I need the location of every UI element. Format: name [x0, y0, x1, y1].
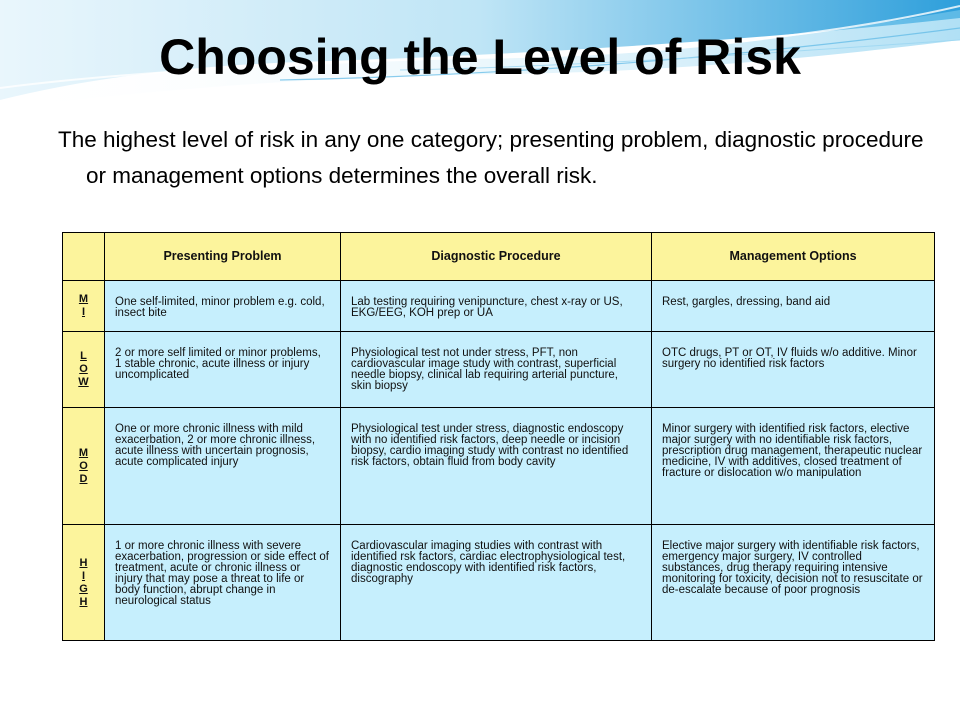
table-row — [63, 408, 935, 525]
level-label-high: H I G H — [63, 525, 105, 641]
diagnostic-procedure-cell: Physiological test not under stress, PFT, non cardiovascular image study with contrast, superficial needle biopsy, clinical lab requiring arterial puncture, skin biopsy — [341, 332, 652, 408]
level-label-minimal: M I — [63, 281, 105, 332]
header-diagnostic-procedure: Diagnostic Procedure — [341, 233, 652, 281]
diagnostic-procedure-cell: Physiological test under stress, diagnostic endoscopy with no identified risk factors, deep needle or incision biopsy, cardio imaging study with contrast no identified risk factors, obtain fluid from body cavity — [341, 408, 652, 525]
header-management-options: Management Options — [652, 233, 935, 281]
level-label-low: L O W — [63, 332, 105, 408]
presenting-problem-cell: 1 or more chronic illness with severe exacerbation, progression or side effect of treatment, acute or chronic illness or injury that may pose a threat to life or body function, abrupt change in neurological status — [105, 525, 341, 641]
slide-title: Choosing the Level of Risk — [159, 29, 801, 85]
risk-level-table — [62, 232, 935, 641]
diagnostic-procedure-cell: Lab testing requiring venipuncture, chest x-ray or US, EKG/EEG, KOH prep or UA — [341, 281, 652, 332]
diagnostic-procedure-cell: Cardiovascular imaging studies with contrast with identified rsk factors, cardiac electrophysiological test, diagnostic endoscopy with identified risk factors, discography — [341, 525, 652, 641]
level-label-moderate: M O D — [63, 408, 105, 525]
header-corner-cell — [63, 233, 105, 281]
presenting-problem-cell: One or more chronic illness with mild exacerbation, 2 or more chronic illness, acute illness with uncertain prognosis, acute complicated injury — [105, 408, 341, 525]
table-row — [63, 525, 935, 641]
presenting-problem-cell: One self-limited, minor problem e.g. cold, insect bite — [105, 281, 341, 332]
header-presenting-problem: Presenting Problem — [105, 233, 341, 281]
management-options-cell: Minor surgery with identified risk factors, elective major surgery with no identifiable risk factors, prescription drug management, therapeutic nuclear medicine, IV with additives, closed treatment of fracture or dislocation w/o manipulation — [652, 408, 935, 525]
management-options-cell: OTC drugs, PT or OT, IV fluids w/o additive. Minor surgery no identified risk factors — [652, 332, 935, 408]
management-options-cell: Rest, gargles, dressing, band aid — [652, 281, 935, 332]
presenting-problem-cell: 2 or more self limited or minor problems, 1 stable chronic, acute illness or injury uncomplicated — [105, 332, 341, 408]
slide-body-text: The highest level of risk in any one category; presenting problem, diagnostic procedure or management options determines the overall risk. — [58, 127, 924, 188]
table-row — [63, 281, 935, 332]
table-header-row — [63, 233, 935, 281]
table-row — [63, 332, 935, 408]
management-options-cell: Elective major surgery with identifiable risk factors, emergency major surgery, IV controlled substances, drug therapy requiring intensive monitoring for toxicity, decision not to resuscitate or de-escalate because of poor prognosis — [652, 525, 935, 641]
